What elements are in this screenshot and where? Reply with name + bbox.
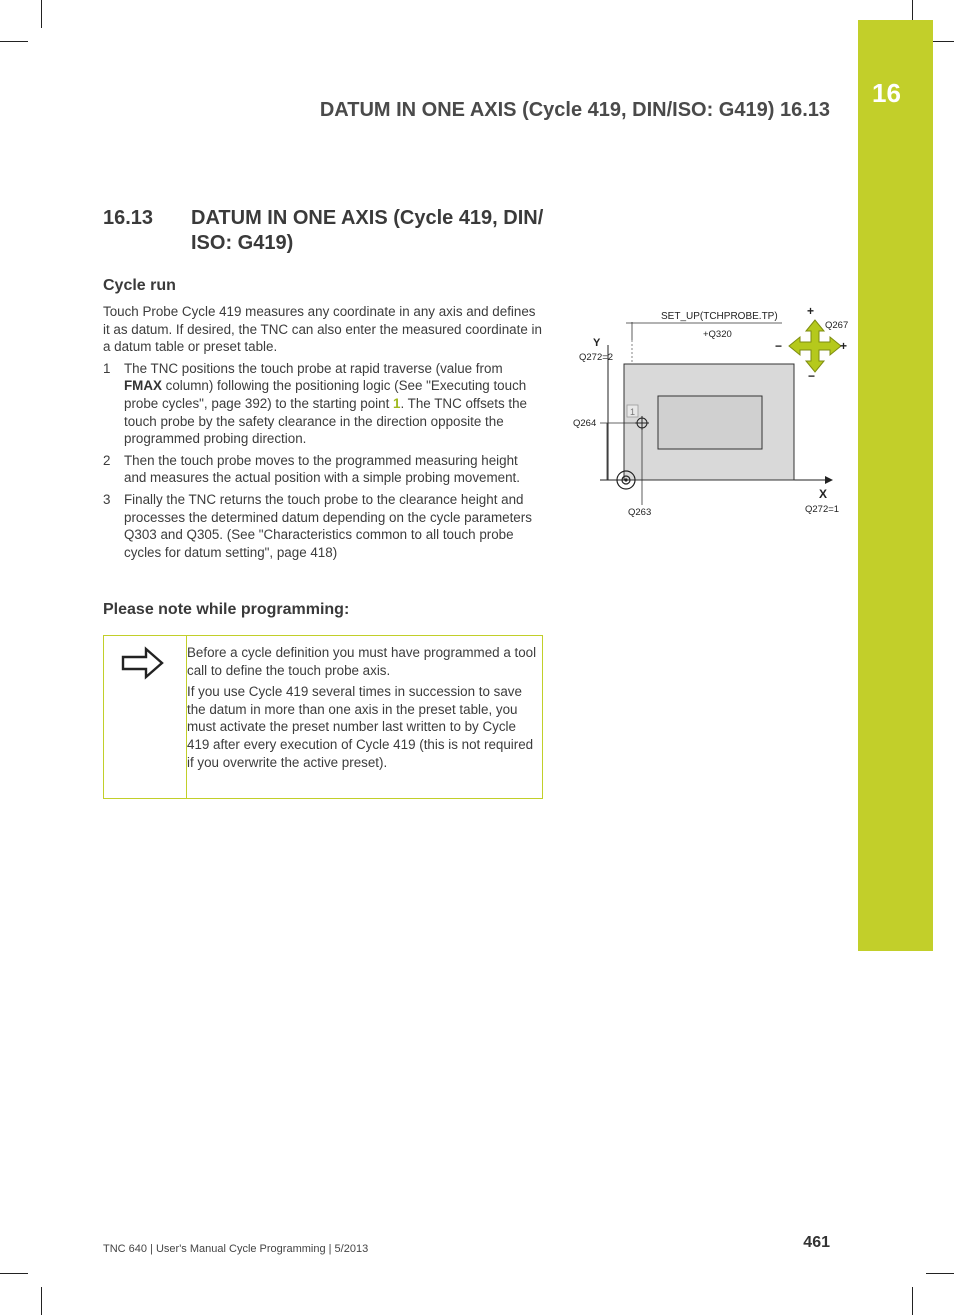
list-item [103, 360, 543, 448]
step-text: . The TNC offsets the touch probe by the safety clearance in the direction opposite the programmed probing direction. [124, 395, 527, 447]
minus-label: − [775, 339, 783, 353]
note-paragraph: Before a cycle definition you must have programmed a tool call to define the touch probe axis. [187, 645, 537, 678]
q272-2-label: Q272=2 [579, 352, 614, 363]
list-item [103, 491, 543, 561]
cycle-run-intro: Touch Probe Cycle 419 measures any coordinate in any axis and defines it as datum. If desired, the TNC can also enter the measured coordinate in a datum table or preset table. [103, 304, 542, 355]
q267-label: Q267 [825, 320, 849, 331]
x-axis-arrowhead [825, 476, 833, 484]
note-heading: Please note while programming: [103, 601, 350, 618]
step-text: Finally the TNC returns the touch probe to the clearance height and processes the determined datum depending on the cycle parameters Q303 and Q305. (See "Characteristics common to all touch probe cycles for datum setting", page 418) [124, 491, 532, 560]
section-title: DATUM IN ONE AXIS (Cycle 419, DIN/ ISO: G419) [191, 207, 544, 254]
step-text: Then the touch probe moves to the programmed measuring height and measures the actual position with a simple probing movement. [124, 452, 520, 486]
minus-label: − [808, 369, 816, 383]
step-number: 1 [103, 360, 111, 376]
note-text [187, 644, 537, 775]
step-text: column) following the positioning logic (See "Executing touch probe cycles", page 392) to the starting point [124, 378, 527, 411]
cycle-diagram [570, 300, 860, 525]
fmax-keyword: FMAX [124, 378, 162, 394]
page-number: 461 [803, 1234, 830, 1251]
q263-label: Q263 [628, 507, 652, 518]
section-number: 16.13 [103, 207, 154, 229]
crop-mark [926, 1273, 954, 1274]
q264-label: Q264 [573, 418, 597, 429]
pocket-rect [658, 396, 762, 449]
plus-label: + [840, 339, 848, 353]
step-text: The TNC positions the touch probe at rapid traverse (value from [124, 360, 503, 376]
plus-label: + [807, 304, 815, 318]
footer-text: TNC 640 | User's Manual Cycle Programming | 5/2013 [103, 1243, 369, 1255]
step-number: 3 [103, 491, 111, 507]
crop-mark [912, 1287, 913, 1315]
crop-mark [41, 0, 42, 28]
cycle-run-heading: Cycle run [103, 277, 176, 294]
cycle-run-body [103, 303, 543, 565]
note-paragraph: If you use Cycle 419 several times in succession to save the datum in more than one axis in the preset table, you must activate the preset number last written to by Cycle 419 after every execution of Cycle 419 (this is not required if you overwrite the active preset). [187, 684, 534, 770]
set-up-label: SET_UP(TCHPROBE.TP) [661, 311, 778, 322]
running-head: DATUM IN ONE AXIS (Cycle 419, DIN/ISO: G419) 16.13 [319, 99, 830, 121]
arrow-right-icon [120, 646, 166, 685]
section-heading [103, 206, 563, 256]
y-axis-label: Y [593, 337, 601, 349]
q272-1-label: Q272=1 [805, 504, 840, 515]
chapter-tab [858, 20, 933, 951]
step-list [103, 360, 543, 562]
note-box [103, 635, 543, 799]
step-number: 2 [103, 452, 111, 468]
starting-point-ref: 1 [393, 395, 401, 411]
crop-mark [0, 1273, 28, 1274]
crop-mark [0, 41, 28, 42]
x-axis-label: X [819, 487, 828, 501]
start-point-label: 1 [630, 407, 636, 417]
chapter-number: 16 [872, 78, 901, 108]
q320-label: +Q320 [703, 329, 732, 340]
list-item [103, 452, 543, 487]
crop-mark [41, 1287, 42, 1315]
